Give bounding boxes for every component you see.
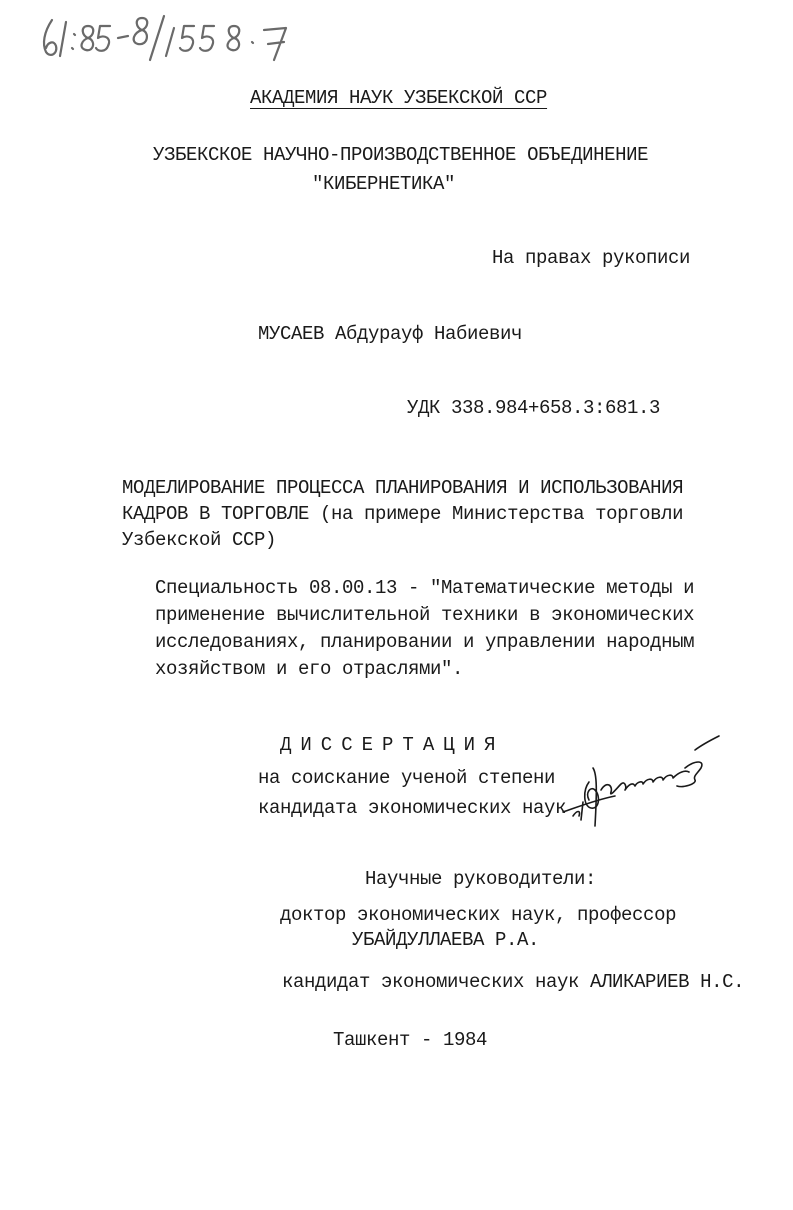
archive-mark	[38, 10, 318, 70]
specialty-line-3: исследованиях, планировании и управлении народным	[155, 631, 695, 653]
supervisor-2: кандидат экономических наук АЛИКАРИЕВ Н.С.	[282, 971, 745, 993]
supervisors-heading: Научные руководители:	[365, 868, 597, 890]
academy-name: АКАДЕМИЯ НАУК УЗБЕКСКОЙ ССР	[250, 87, 548, 109]
specialty-line-4: хозяйством и его отраслями".	[155, 658, 464, 680]
supervisor-1-name: УБАЙДУЛЛАЕВА Р.А.	[352, 929, 540, 951]
author-signature	[555, 730, 730, 830]
supervisor-1-title: доктор экономических наук, профессор	[280, 904, 677, 926]
degree-line-2: кандидата экономических наук	[258, 797, 567, 819]
specialty-line-1: Специальность 08.00.13 - "Математические методы и	[155, 577, 695, 599]
signature-scribble	[555, 730, 730, 830]
manuscript-rights-note: На правах рукописи	[492, 247, 691, 269]
document-type: ДИССЕРТАЦИЯ	[280, 734, 505, 756]
title-line-2: КАДРОВ В ТОРГОВЛЕ (на примере Министерства торговли	[122, 503, 684, 525]
title-line-1: МОДЕЛИРОВАНИЕ ПРОЦЕССА ПЛАНИРОВАНИЯ И ИСПОЛЬЗОВАНИЯ	[122, 477, 684, 499]
udk-code: УДК 338.984+658.3:681.3	[407, 397, 661, 419]
degree-line-1: на соискание ученой степени	[258, 767, 556, 789]
title-line-3: Узбекской ССР)	[122, 529, 277, 551]
organization-line-1: УЗБЕКСКОЕ НАУЧНО-ПРОИЗВОДСТВЕННОЕ ОБЪЕДИНЕНИЕ	[153, 144, 649, 166]
organization-line-2: "КИБЕРНЕТИКА"	[312, 173, 456, 195]
place-and-year: Ташкент - 1984	[333, 1029, 488, 1051]
author-name: МУСАЕВ Абдурауф Набиевич	[258, 323, 523, 345]
specialty-line-2: применение вычислительной техники в экономических	[155, 604, 695, 626]
